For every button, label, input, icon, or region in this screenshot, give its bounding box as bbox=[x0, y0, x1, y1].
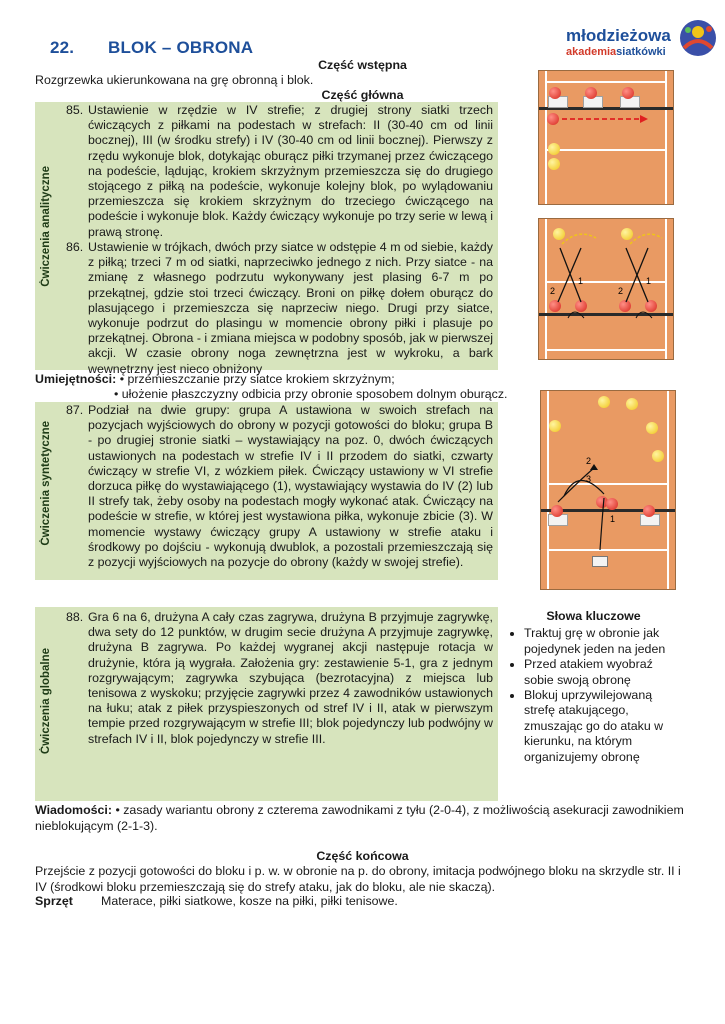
skills-block bbox=[35, 372, 595, 402]
keyword-item: • Przed atakiem wyobraź sobie swoją obronę bbox=[524, 657, 681, 688]
final-heading: Część końcowa bbox=[316, 849, 409, 863]
exercise-88 bbox=[66, 610, 493, 747]
skills-item: • przemieszczanie przy siatce krokiem skrzyżnym; bbox=[119, 372, 395, 386]
diagram-86-label: 1 bbox=[578, 276, 584, 286]
exercise-87 bbox=[66, 403, 493, 570]
diagram-86-arrows-icon bbox=[538, 218, 672, 358]
diagram-85-queue-player bbox=[548, 143, 560, 155]
logo-line2b: siatkówki bbox=[616, 46, 666, 58]
analytic-label: Ćwiczenia analityczne bbox=[40, 166, 52, 287]
logo bbox=[560, 16, 720, 64]
diagram-86-label: 1 bbox=[646, 276, 652, 286]
logo-emblem-icon bbox=[678, 18, 718, 58]
diagram-86-label: 2 bbox=[618, 286, 624, 296]
exercise-85-number: 85. bbox=[66, 103, 84, 117]
diagram-85-player bbox=[585, 87, 597, 99]
diagram-87-label: 2 bbox=[586, 456, 592, 466]
intro-text: Rozgrzewka ukierunkowana na grę obronną i blok. bbox=[35, 73, 314, 87]
knowledge-text: • zasady wariantu obrony z czterema zawodnikami z tyłu (2-0-4), z możliwością asekuracji zawodnikiem nieblokującym (2-1-3). bbox=[35, 803, 684, 833]
intro-heading: Część wstępna bbox=[318, 58, 407, 72]
exercise-85 bbox=[66, 103, 493, 240]
exercise-86-text: Ustawienie w trójkach, dwóch przy siatce w odstępie 4 m od siebie, każdy z piłką; trzeci 7 m od siatki, naprzeciwko jednego z nich. Przy siatce - na zmianę z własnego podrzutu wykonywany jest plasing 6-7 m po przekątnej, gdzie stoi trzeci ćwiczący. Broni on piłkę dołem oburącz do plasującego i przemieszcza się naprzeciw niego. Drugi przy siatce, wykonuje podrzut do plasingu w momencie obrony piłki i plasuje po przekątnej. Obrona - i zmiana miejsca w podobny sposób, jak w pierwszej akcji. W czasie obrony noga zewnętrzna jest w wykroku, a bark wewnętrzny jest nieco obniżony bbox=[88, 240, 493, 376]
diagram-85-arrow-icon bbox=[560, 112, 650, 126]
keywords-box bbox=[506, 609, 681, 765]
diagram-87-label: 1 bbox=[610, 514, 616, 524]
equipment-label: Sprzęt bbox=[35, 894, 73, 908]
keyword-item: • Blokuj uprzywilejowaną strefę atakującego, zmuszając go do ataku w kierunku, na którym organizujemy obronę bbox=[524, 688, 681, 765]
title-text: BLOK – OBRONA bbox=[108, 38, 254, 57]
exercise-87-number: 87. bbox=[66, 403, 84, 417]
knowledge-label: Wiadomości: bbox=[35, 803, 112, 817]
exercise-86-number: 86. bbox=[66, 240, 84, 254]
keyword-item: • Traktuj grę w obronie jak pojedynek jeden na jeden bbox=[524, 626, 681, 657]
diagram-87-label: 3 bbox=[586, 474, 592, 484]
page-title bbox=[50, 38, 253, 58]
skills-label: Umiejętności: bbox=[35, 372, 117, 386]
main-heading: Część główna bbox=[321, 88, 404, 102]
skills-item: • ułożenie płaszczyzny odbicia przy obronie sposobem dolnym oburącz. bbox=[114, 387, 508, 401]
diagram-86-label: 2 bbox=[550, 286, 556, 296]
equipment-block bbox=[35, 894, 690, 908]
title-number: 22. bbox=[50, 38, 75, 57]
knowledge-block bbox=[35, 803, 685, 834]
diagram-85-player bbox=[622, 87, 634, 99]
exercise-88-text: Gra 6 na 6, drużyna A cały czas zagrywa, drużyna B przyjmuje zagrywkę, dwa sety do 12 punktów, w drugim secie drużyna A przyjmuje zagrywkę, drużyna B zagrywa. Po każdej wygranej akcji następuje rotacja w drużynie, która ją wygrała. Założenia gry: zestawienie 5-1, gra z jednym rozgrywającym; zagrywka szybująca (bezrotacyjna) z miejsca lub tenisowa z wyskoku; przyjęcie zagrywki przez 4 zawodników ustawionych na łuku; atak z piłek przyspieszonych od stref IV i II, atak w pierwszym tempie przed rozgrywającym w strefie III; blok pojedynczy lub podwójny w strefach IV i II, blok pojedynczy w strefie III. bbox=[88, 610, 493, 746]
diagram-85-blocker bbox=[547, 113, 559, 125]
global-label: Ćwiczenia globalne bbox=[40, 648, 52, 755]
diagram-85-player bbox=[549, 87, 561, 99]
final-text: Przejście z pozycji gotowości do bloku i p. w. w obronie na p. do obrony, imitacja podwójnego bloku na skrzydle str. II i IV (środkowi bloku przemieszczają się do strefy ataku, jak do bloku, ale nie skaczą). bbox=[35, 864, 681, 894]
diagram-87-arrows-icon bbox=[540, 390, 674, 588]
equipment-text: Materace, piłki siatkowe, kosze na piłki, piłki tenisowe. bbox=[101, 894, 398, 908]
synthetic-label: Ćwiczenia syntetyczne bbox=[40, 421, 52, 546]
diagram-85-queue-player bbox=[548, 158, 560, 170]
exercise-87-text: Podział na dwie grupy: grupa A ustawiona w swoich strefach na pozycjach wyjściowych do obrony w pozycji gotowości do bloku; grupa B - po drugiej stronie siatki – wystawiający na poz. 0, dwóch ćwiczących ustawionych na podestach w strefie IV i II przodem do siatki, czwarty ćwiczący w strefie VI, z wózkiem piłek. Ćwiczący ustawiony w VI strefie dorzuca piłkę do wystawiającego (1), wystawiający wystawia do IV (2) lub II strefy tak, żeby osoby na podestach mogły wykonać atak. Ćwiczący na podeście w strefie, w której jest wystawiona piłka, wykonuje zbicie (3). W momencie wystawy ćwiczący grupy A ustawiony w strefie ataku i środkowy po dojściu - wykonują dwublok, a pozostali przemieszczają się z pozycji wyjściowych na pozycje do obrony (każdy w swojej strefie). bbox=[88, 403, 493, 570]
logo-line2 bbox=[566, 46, 666, 58]
keywords-list bbox=[506, 626, 681, 765]
logo-line2a: akademia bbox=[566, 46, 617, 58]
logo-line1: młodzieżowa bbox=[566, 26, 671, 45]
keywords-heading: Słowa kluczowe bbox=[546, 609, 641, 623]
exercise-86 bbox=[66, 240, 493, 377]
exercise-88-number: 88. bbox=[66, 610, 84, 624]
exercise-85-text: Ustawienie w rzędzie w IV strefie; z drugiej strony siatki trzech ćwiczących z piłkami na podestach w strefach: II (30-40 cm od linii bocznej), III (w środku strefy) i IV (30-40 cm od linii bocznej). Pierwszy z rzędu wykonuje blok, dotykając oburącz piłki trzymanej przez ćwiczącego na podeście, lądując, krokiem skrzyżnym przemieszcza się do drugiego stojącego z piłką na podeście, wykonuje kolejny blok, po wylądowaniu przemieszcza się krokiem skrzyżnym do trzeciego ćwiczącego na podeście i wykonuje blok. Każdy ćwiczący wykonuje po trzy serie w lewą i prawą stronę. bbox=[88, 103, 493, 239]
